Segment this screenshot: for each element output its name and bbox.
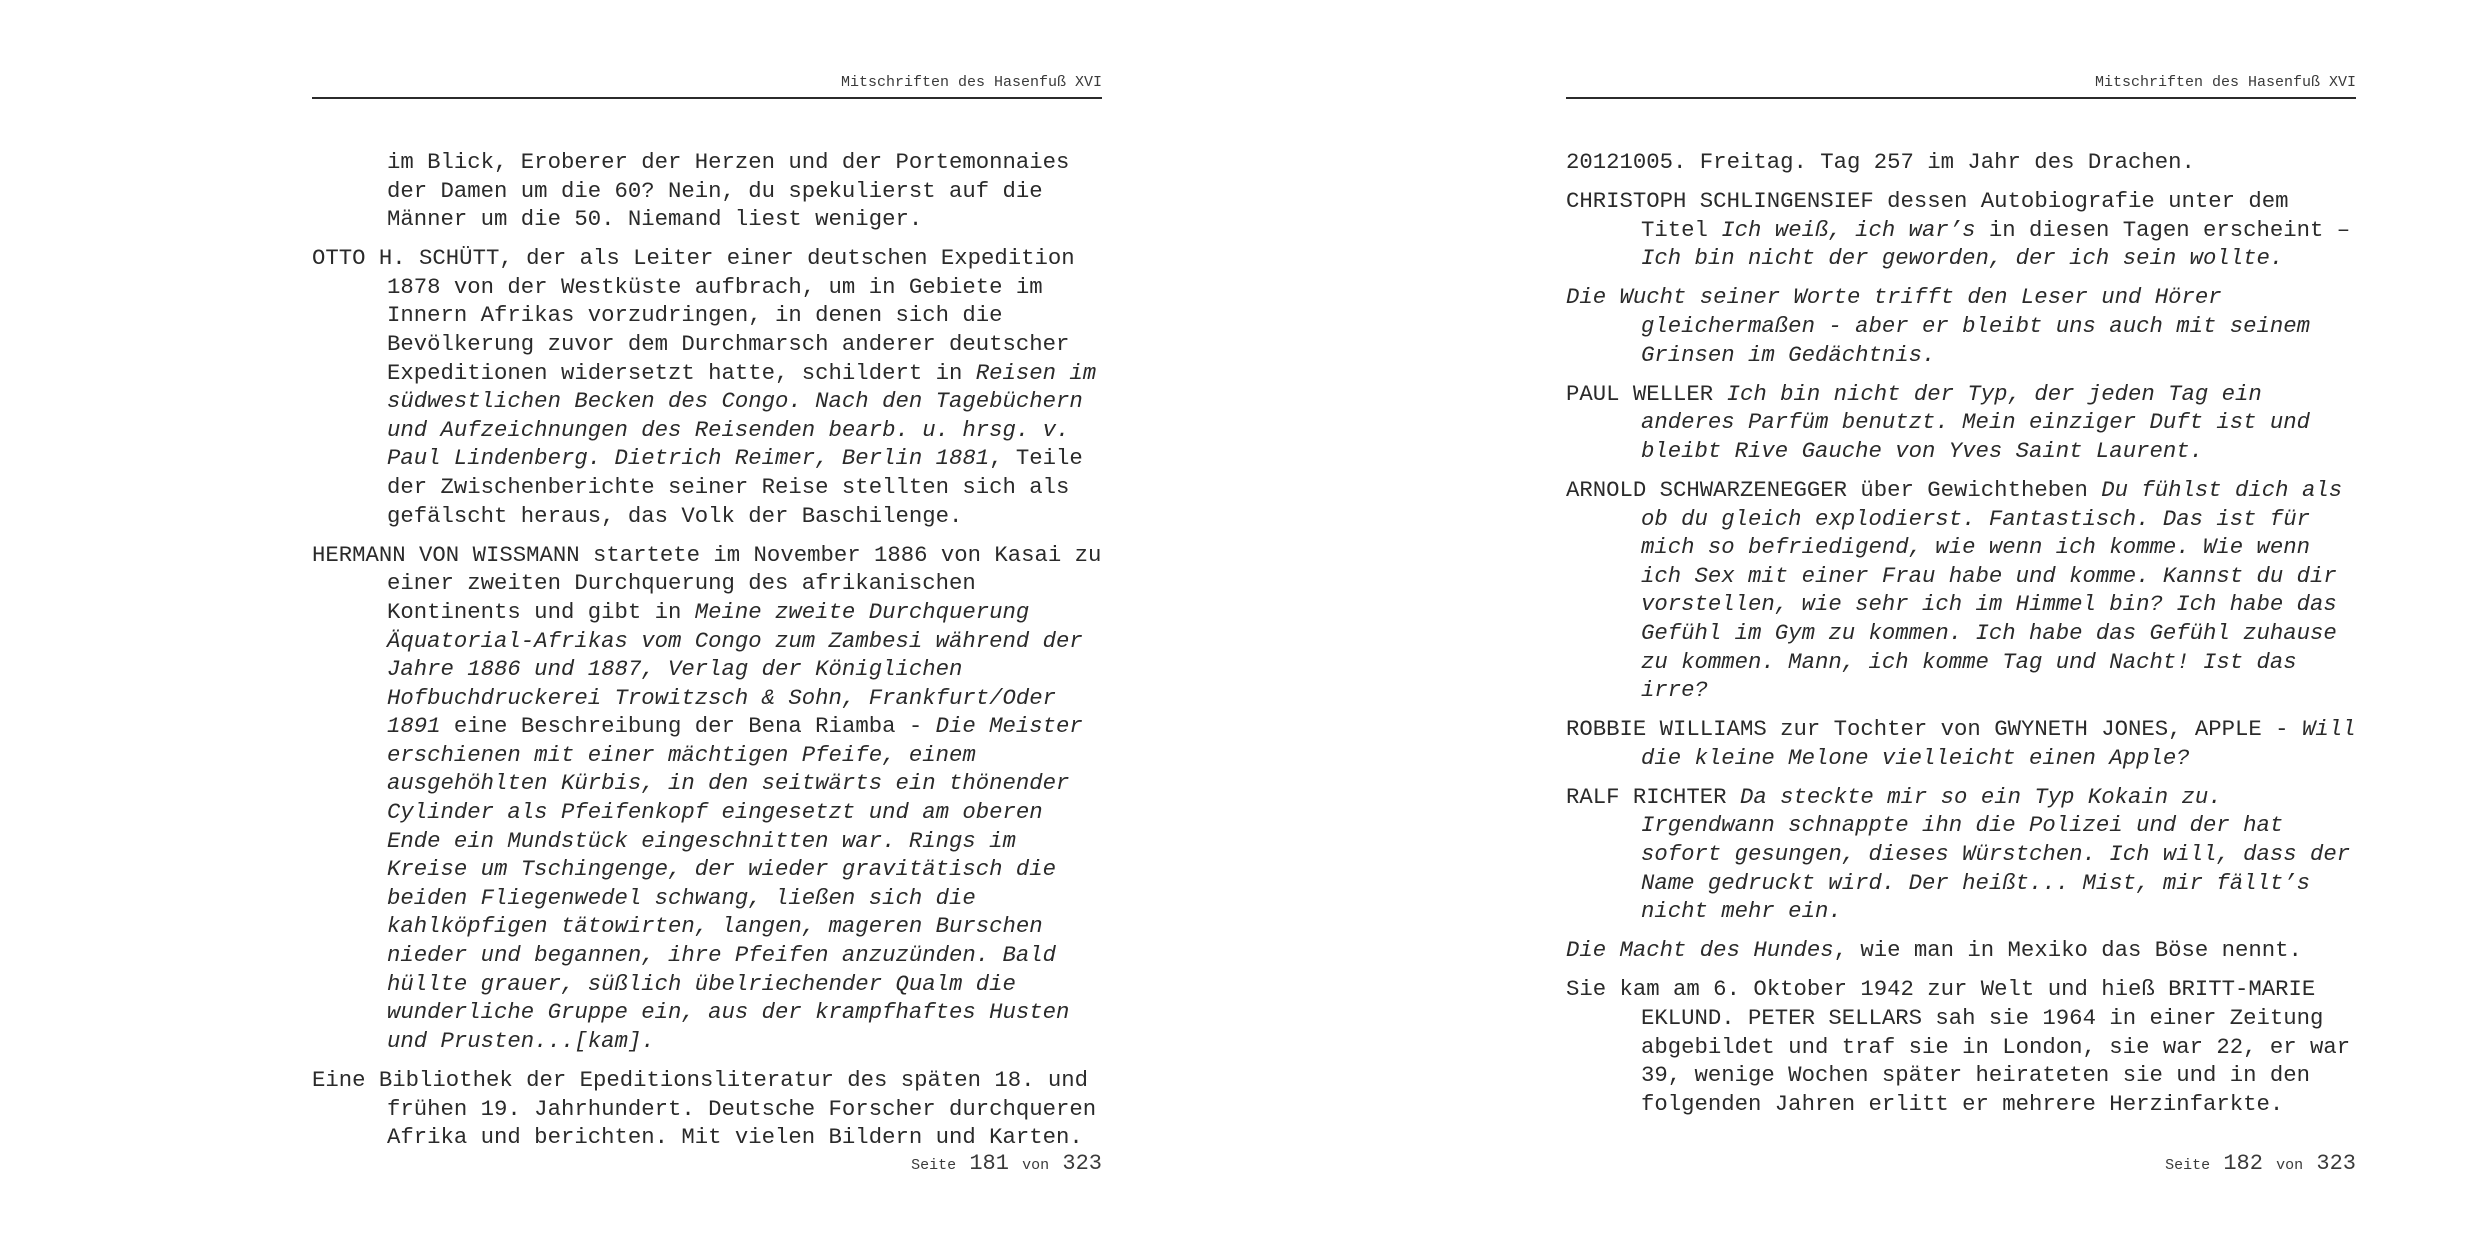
paragraph (1566, 283, 2356, 369)
text-run: über Gewichtheben (1847, 476, 2102, 503)
page-body (312, 148, 1102, 1162)
italic-text: Da steckte mir so ein Typ Kokain zu. Irgendwann schnappte ihn die Polizei und der hat sofort gesungen, dieses Würstchen. Ich will, dass der Name gedruckt wird. Der heißt... Mist, mir fällt’s nicht mehr ein. (1641, 783, 2351, 925)
page-label: Seite (2165, 1157, 2211, 1174)
text-run: Sie kam am 6. Oktober 1942 zur Welt und hieß (1566, 976, 2169, 1003)
text-run: - (2261, 716, 2302, 743)
header-rule (1566, 97, 2356, 99)
text-run: startete im November 1886 von Kasai zu einer zweiten Durchquerung des afrikanischen Kontinents und gibt in (387, 541, 1102, 625)
paragraph (1566, 148, 2356, 177)
person-name: CHRISTOPH SCHLINGENSIEF (1566, 188, 1874, 215)
italic-text: Die Meister erschienen mit einer mächtigen Pfeife, einem ausgehöhlten Kürbis, in den seitwärts ein thönender Cylinder als Pfeifenkopf eingesetzt und am oberen Ende ein Mundstück eingeschnitten war. Rings im Kreise um Tschingenge, der wieder gravitätisch die beiden Fliegenwedel schwang, ließen sich die kahlköpfigen tätowirten, langen, mageren Burschen nieder und begannen, ihre Pfeifen anzuzünden. Bald hüllte grauer, süßlich übelriechender Qualm die wunderliche Gruppe ein, aus der krampfhaftes Husten und Prusten...[kam]. (387, 713, 1083, 1054)
running-header: Mitschriften des Hasenfuß XVI (840, 74, 1102, 91)
person-name: PAUL WELLER (1566, 380, 1714, 407)
person-name: ROBBIE WILLIAMS (1566, 716, 1767, 743)
person-name: OTTO H. SCHÜTT (312, 245, 500, 272)
page-of-label: von (1022, 1157, 1050, 1174)
paragraph (312, 1066, 1102, 1152)
left-page (312, 0, 1102, 1240)
italic-text: Ich bin nicht der geworden, der ich sein wollte. (1641, 245, 2284, 272)
paragraph (1566, 380, 2356, 466)
text-run: , Teile der Zwischenberichte seiner Reise stellten sich als gefälscht heraus, das Volk der Baschilenge. (387, 445, 1083, 529)
person-name: ARNOLD SCHWARZENEGGER (1566, 476, 1847, 503)
italic-text: Meine zweite Durchquerung Äquatorial-Afrikas vom Congo zum Zambesi während der Jahre 1886 und 1887, Verlag der Königlichen Hofbuchdruckerei Trowitzsch & Sohn, Frankfurt/Oder 1891 (387, 598, 1083, 740)
paragraph (1566, 975, 2356, 1118)
italic-text: Die Macht des Hundes (1566, 937, 1834, 964)
italic-text: Ich weiß, ich war’s (1721, 216, 1976, 243)
italic-text: Will die kleine Melone vielleicht einen Apple? (1641, 716, 2356, 771)
person-name: GWYNETH JONES, APPLE (1994, 716, 2262, 743)
text-run: dessen Autobiografie unter dem Titel (1641, 188, 2289, 243)
page-number: 182 (2223, 1151, 2263, 1176)
page-number: 181 (969, 1151, 1009, 1176)
paragraph (312, 541, 1102, 1056)
text-run: , der als Leiter einer deutschen Expedition 1878 von der Westküste aufbrach, um in Gebiete im Innern Afrikas vorzudringen, in denen sich die Bevölkerung zuvor dem Durchmarsch anderer deutscher Expeditionen widersetzt hatte, schildert in (387, 245, 1075, 386)
italic-text: Ich bin nicht der Typ, der jeden Tag ein anderes Parfüm benutzt. Mein einziger Duft ist und bleibt Rive Gauche von Yves Saint Laurent. (1641, 380, 2311, 464)
right-page (1566, 0, 2356, 1240)
header-rule (312, 97, 1102, 99)
text-run: zur Tochter von (1766, 716, 1995, 743)
page-body (1566, 148, 2356, 1129)
page-of-label: von (2276, 1157, 2304, 1174)
text-run: in diesen Tagen erscheint – (1975, 216, 2351, 243)
paragraph (312, 244, 1102, 530)
text-run (1727, 784, 1740, 810)
person-name: BRITT-MARIE EKLUND. PETER SELLARS (1641, 976, 2316, 1032)
person-name: HERMANN VON WISSMANN (312, 541, 580, 568)
page-label: Seite (911, 1157, 957, 1174)
page-total: 323 (1062, 1151, 1102, 1176)
page-footer (312, 1151, 1102, 1176)
text-run: , wie man in Mexiko das Böse nennt. (1833, 937, 2302, 964)
paragraph (1566, 187, 2356, 273)
italic-text: Die Wucht seiner Worte trifft den Leser und Hörer gleichermaßen - aber er bleibt uns auch mit seinem Grinsen im Gedächtnis. (1566, 284, 2311, 368)
page-total: 323 (2316, 1151, 2356, 1176)
text-run: sah sie 1964 in einer Zeitung abgebildet und traf sie in London, sie war 22, er war 39, wenige Wochen später heirateten sie und in den folgenden Jahren erlitt er mehrere Herzinfarkte. (1641, 1005, 2351, 1117)
text-run: 20121005. Freitag. Tag 257 im Jahr des Drachen. (1566, 149, 2195, 175)
italic-text: Reisen im südwestlichen Becken des Congo. Nach den Tagebüchern und Aufzeichnungen des Reisenden bearb. u. hrsg. v. Paul Lindenberg. Dietrich Reimer, Berlin 1881 (387, 359, 1097, 472)
paragraph (1566, 783, 2356, 926)
paragraph (1566, 476, 2356, 705)
person-name: RALF RICHTER (1566, 783, 1727, 810)
page-footer (1566, 1151, 2356, 1176)
running-header: Mitschriften des Hasenfuß XVI (2094, 74, 2356, 91)
text-run: eine Beschreibung der Bena Riamba - (440, 713, 936, 740)
text-run: Eine Bibliothek der Epeditionsliteratur des späten 18. und frühen 19. Jahrhundert. Deutsche Forscher durchqueren Afrika und berichten. Mit vielen Bildern und Karten. (312, 1066, 1097, 1151)
paragraph (1566, 936, 2356, 965)
italic-text: Du fühlst dich als ob du gleich explodierst. Fantastisch. Das ist für mich so befriedigend, wie wenn ich komme. Wie wenn ich Sex mit einer Frau habe und komme. Kannst du dir vorstellen, wie sehr ich im Himmel bin? Ich habe das Gefühl im Gym zu kommen. Ich habe das Gefühl zuhause zu kommen. Mann, ich komme Tag und Nacht! Ist das irre? (1641, 476, 2343, 704)
text-run (1713, 381, 1726, 407)
paragraph (312, 148, 1102, 234)
paragraph (1566, 715, 2356, 772)
text-run: im Blick, Eroberer der Herzen und der Portemonnaies der Damen um die 60? Nein, du spekulierst auf die Männer um die 50. Niemand liest weniger. (387, 149, 1070, 233)
